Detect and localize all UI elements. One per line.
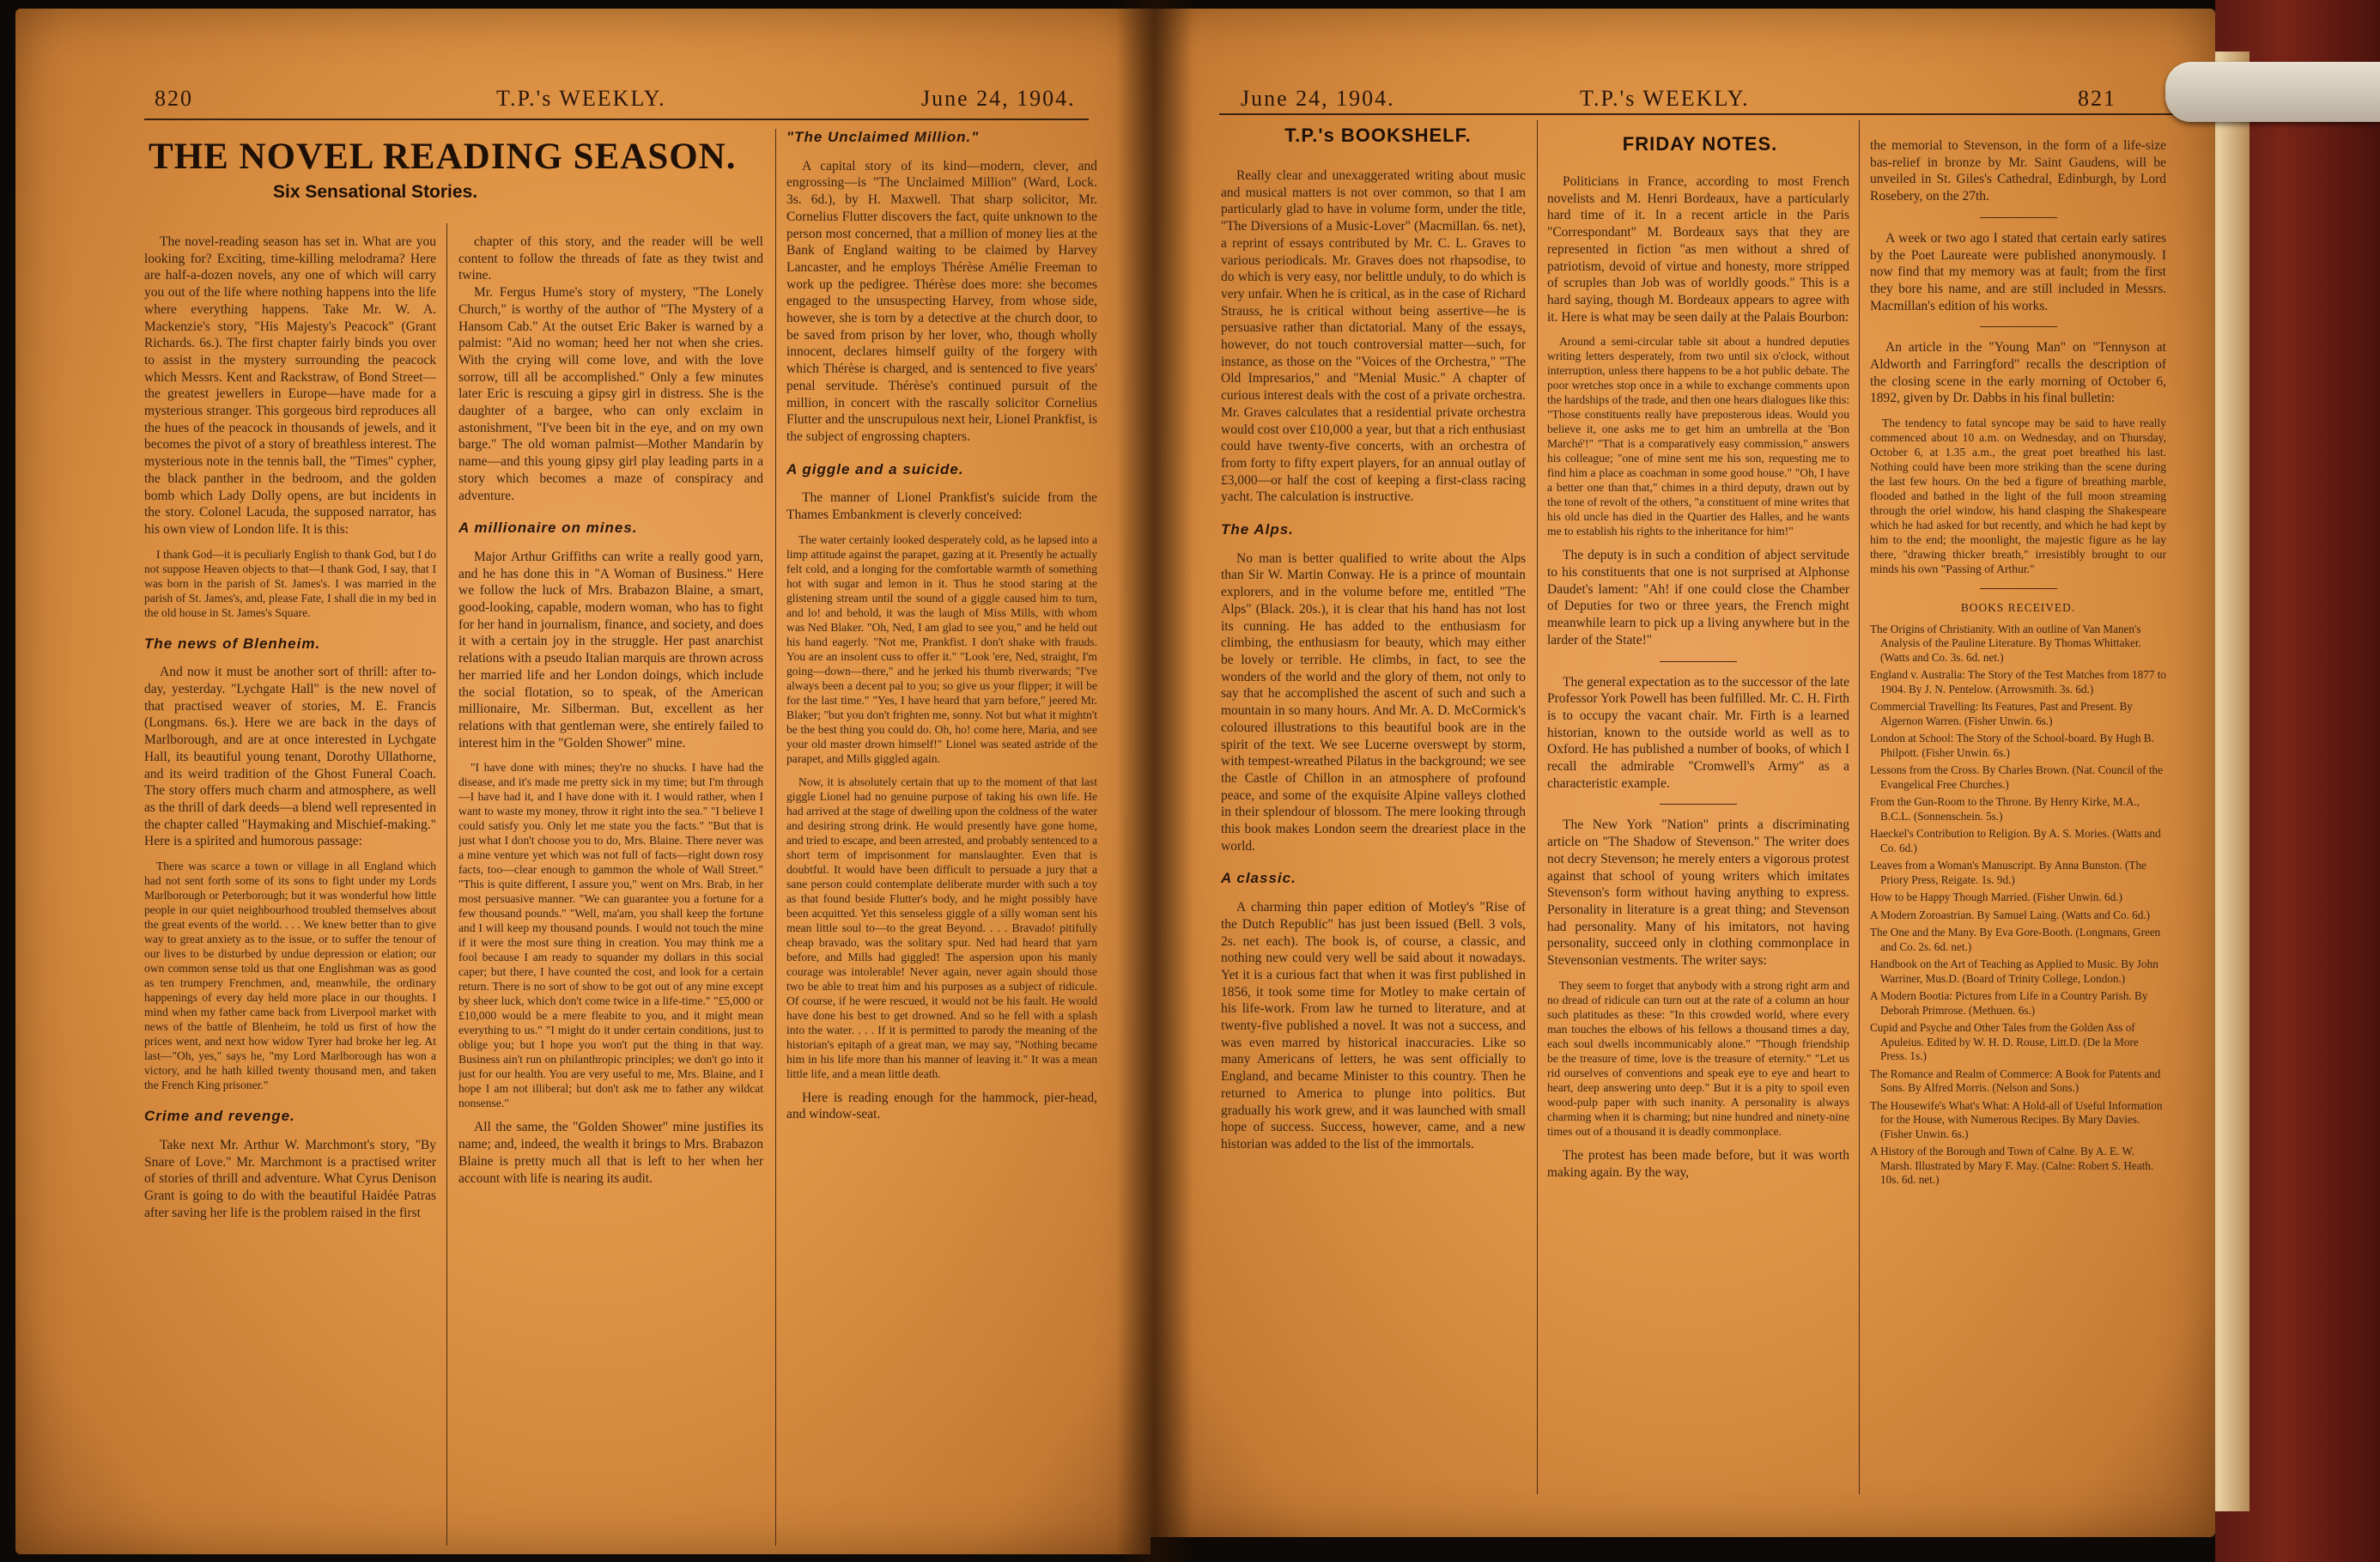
divider xyxy=(1980,326,2057,327)
paragraph: Take next Mr. Arthur W. Marchmont's story, "By Snare of Love." Mr. Marchmont is a practised writer of stories of thrill and adventure. What Cyrus Denison Grant is going to do with the beautiful Haidée Patras after saving her life is the problem raised in the first xyxy=(144,1137,436,1220)
right-page xyxy=(1151,9,2215,1537)
paragraph: Mr. Fergus Hume's story of mystery, "The Lonely Church," is worthy of the author of "The Mystery of a Hansom Cab." At the outset Eric Baker is warned by a palmist: "Aid no woman; heed her not when she cries. With the crying will come love, and with the love sorrow, till all be accomplished." Only a few minutes later Eric is rescuing a gipsy girl in distress. She is the daughter of a bargee, who can only exclaim in astonishment, "I've been bit in the eye, and on my own barge." The old woman palmist—Mother Mandarin by name—and this young gipsy girl play leading parts in a story which becomes a maze of conspiracy and adventure. xyxy=(458,285,763,503)
paragraph: A week or two ago I stated that certain early satires by the Poet Laureate were published anonymously. I now find that my memory was at fault; from the first they bore his name, and are still included in Messrs. Macmillan's edition of his works. xyxy=(1870,230,2166,313)
paragraph: the memorial to Stevenson, in the form of a life-size bas-relief in bronze by Mr. Saint Gaudens, will be unveiled in St. Giles's Cathedral, Edinburgh, by Lord Rosebery, on the 27th. xyxy=(1870,138,2166,204)
paragraph: A capital story of its kind—modern, clever, and engrossing—is "The Unclaimed Million" (Ward, Lock. 3s. 6d.), by H. Maxwell. That sharp solicitor, Mr. Cornelius Flutter discovers the fact, quite unknown to the person most concerned, that a million of money lies at the Bank of England waiting to be claimed by Harvey Lancaster, and he employs Thérèse Amélie Freeman to work up the pedigree. Thérèse does more: she becomes engaged to the unsuspecting Harvey, from whose side, however, she is torn by a detective at the church door, to be saved from prison by her lover, who, though wholly innocent, declares himself guilty of the forgery with which Thérèse is charged, and is sentenced to five years' penal servitude. Thérèse's continued pursuit of the million, in concert with the rascally solicitor Cornelius Flutter and the unscrupulous next heir, Lionel Prankfist, is the subject of engrossing chapters. xyxy=(786,158,1097,444)
masthead: T.P.'s WEEKLY. xyxy=(496,86,666,111)
section-heading: "The Unclaimed Million." xyxy=(786,129,980,145)
book-entry: Haeckel's Contribution to Religion. By A. S. Mories. (Watts and Co. 6d.) xyxy=(1870,827,2161,854)
masthead: T.P.'s WEEKLY. xyxy=(1580,86,1750,111)
books-received-heading: BOOKS RECEIVED. xyxy=(1960,601,2076,615)
quotation: Around a semi-circular table sit about a hundred deputies writing letters desperately, from two until six o'clock, without interruption, unless there happens to be a hot public debate. The poor wretches stop once in a while to exchange comments upon the hardships of the trade, and then one hears dialogues like this: "Those constituents really have preposterous ideas. Would you believe it, one asks me to get him an umbrella at the 'Bon Marché'!" "That is a comparatively easy commission," answers his colleague; "one of mine sent me his son, requesting me to find him a place as coachman in some good house." "Oh, I have a better one than that," chimes in a third deputy, drawn out by the tone of revolt of the others, "a constituent of mine writes that his old uncle has died in the Quartier des Halles, and he wants me to establish his rights to the inheritance for him!" xyxy=(1547,335,1849,538)
paragraph: No man is better qualified to write about the Alps than Sir W. Martin Conway. He is a prince of mountain explorers, and in the volume before me, entitled "The Alps" (Black. 20s.), it is clear that his hand has not lost its cunning. He has added to the enthusiasm for climbing, the enthusiasm for beauty, which may either be lovely or terrible. He climbs, in fact, to see the wonders of the world and the glory of them, not only to say that he accomplished the ascent of such and such a mountain in so many hours. And Mr. A. D. McCormick's coloured illustrations to this beautiful book are in the spirit of the text. We see Lucerne overswept by storm, with tempest-wreathed Pilatus in the background; we see the Castle of Chillon in an atmosphere of profound peace, and some of the exquisite Alpine valleys clothed in their splendour of blossom. The mere looking through this book makes London seem the dreariest place in the world. xyxy=(1221,550,1526,854)
paragraph: The novel-reading season has set in. What are you looking for? Exciting, time-killing melodrama? Here are half-a-dozen novels, any one of which will carry you out of the life where nothing happens into the life where everything happens. Take Mr. W. A. Mackenzie's story, "His Majesty's Peacock" (Grant Richards. 6s.). The first chapter fairly binds you over to assist in the mystery surrounding the peacock which Messrs. Kent and Rackstraw, of Bond Street—the greatest jewellers in Europe—have made for a mysterious stranger. This gorgeous bird reproduces all the hues of the peacock in thousands of jewels, and it becomes the pivot of a story of breathless interest. The mysterious note in the tennis ball, the "Times" cypher, the black panther in the bedroom, and the golden bomb which Lady Dolly opens, are but incidents in the story. Colonel Lacuda, the supposed narrator, has his own view of London life. It is this: xyxy=(144,234,436,537)
column-left-1 xyxy=(144,234,436,1547)
column-right-2 xyxy=(1547,173,1849,1509)
paragraph: The deputy is in such a condition of abject servitude to his constituents that one is not surprised at Alphonse Daudet's lament: "Ah! if one could close the Chamber of Deputies for two or three years, the French might meanwhile learn to pick up a living anywhere but in the larder of the State!" xyxy=(1547,548,1849,647)
page-number: 820 xyxy=(155,86,193,111)
paragraph: Major Arthur Griffiths can write a really good yarn, and he has done this in "A Woman of Business." Here we follow the luck of Mrs. Brabazon Blaine, a smart, good-looking, capable, modern woman, who has to fight for her hand in journalism, finance, and society, and does it with a certain joy in the struggle. Her past anarchist relations with a pseudo Italian marquis are thrown across her married life and her London doings, which include the social flotation, so to speak, of the American millionaire, Mr. Silberman. But, excellent as her relations with that gentleman were, she entirely failed to interest him in the "Golden Shower" mine. xyxy=(458,549,763,751)
column-rule xyxy=(446,223,447,1546)
book-entry: A Modern Zoroastrian. By Samuel Laing. (Watts and Co. 6d.) xyxy=(1870,908,2151,921)
issue-date: June 24, 1904. xyxy=(1241,86,1395,111)
book-entry: Cupid and Psyche and Other Tales from the Golden Ass of Apuleius. Edited by W. H. D. Rouse, Litt.D. (De la More Press. 1s.) xyxy=(1870,1021,2139,1063)
article-subheadline: Six Sensational Stories. xyxy=(273,182,478,202)
section-heading: A classic. xyxy=(1221,870,1296,887)
book-entry: The One and the Many. By Eva Gore-Booth. (Longmans, Green and Co. 2s. 6d. net.) xyxy=(1870,926,2161,953)
book-entry: The Origins of Christianity. With an outline of Van Manen's Analysis of the Pauline Literature. By Thomas Whittaker. (Watts and Co. 3s. 6d. net.) xyxy=(1870,622,2141,664)
page-number: 821 xyxy=(2078,86,2116,111)
column-rule xyxy=(1537,120,1538,1494)
paragraph: The manner of Lionel Prankfist's suicide from the Thames Embankment is cleverly conceived: xyxy=(786,490,1097,523)
bookshelf-title: T.P.'s BOOKSHELF. xyxy=(1284,125,1472,146)
section-heading: The news of Blenheim. xyxy=(144,635,321,652)
paragraph: All the same, the "Golden Shower" mine justifies its name; and, indeed, the wealth it brings to Mrs. Brabazon Blaine is pretty much all that is left to her when her account with life is nearing its audit. xyxy=(458,1120,763,1186)
book-entry: A History of the Borough and Town of Calne. By A. E. W. Marsh. Illustrated by Mary F. May. (Calne: Robert S. Heath. 10s. 6d. net.) xyxy=(1870,1145,2154,1187)
header-rule xyxy=(144,119,1089,120)
book-entry: London at School: The Story of the School-board. By Hugh B. Philpott. (Fisher Unwin. 6s.) xyxy=(1870,732,2154,759)
book-entry: Handbook on the Art of Teaching as Applied to Music. By John Warriner, Mus.D. (Board of Trinity College, London.) xyxy=(1870,957,2158,985)
bookmark-clip xyxy=(2165,62,2380,122)
paragraph: An article in the "Young Man" on "Tennyson at Aldworth and Farringford" recalls the description of the closing scene in the early morning of October 6, 1892, given by Dr. Dabbs in his final bulletin: xyxy=(1870,340,2166,406)
quotation: There was scarce a town or village in all England which had not sent forth some of its sons to fight under my Lords Marlborough or Peterborough; but it was wonderful how little people in our quiet neighbourhood troubled themselves about the great events of the world. . . . We knew better than to give way to great anxiety as to the issue, or to suffer the tenour of our lives to be disturbed by undue depression or elation; our own common sense told us that one Englishman was as good as ten trumpery Frenchmen, and, meanwhile, the ordinary happenings of every day held more place in our thoughts. I mind when my father came back from Liverpool market with news of the battle of Blenheim, he told us first of how the prices went, and next how widow Tyrer had broke her leg. At last—"Oh, yes," says he, "my Lord Marlborough has won a victory, and he hath killed twenty thousand men, and taken the French King prisoner." xyxy=(144,860,436,1092)
friday-notes-title: FRIDAY NOTES. xyxy=(1622,133,1778,155)
column-rule xyxy=(775,129,776,1546)
book-entry: The Housewife's What's What: A Hold-all of Useful Information for the House, with Numerous Recipes. By Mary Davies. (Fisher Unwin. 6s.) xyxy=(1870,1098,2163,1140)
book-entry: Leaves from a Woman's Manuscript. By Anna Bunston. (The Priory Press, Reigate. 1s. 9d.) xyxy=(1870,859,2146,886)
left-page xyxy=(15,9,1151,1554)
paragraph: The protest has been made before, but it was worth making again. By the way, xyxy=(1547,1147,1849,1180)
book-entry: England v. Australia: The Story of the Test Matches from 1877 to 1904. By J. N. Pentelow. (Arrowsmith. 3s. 6d.) xyxy=(1870,668,2166,696)
quotation: I thank God—it is peculiarly English to thank God, but I do not suppose Heaven objects to that—I thank God, I say, that I was born in the parish of St. James's. I was married in the parish of St. James's, and, please Fate, I shall die in my bed in the old house in St. James's Square. xyxy=(144,547,436,619)
paragraph: The general expectation as to the successor of the late Professor York Powell has been fulfilled. Mr. C. H. Firth is to occupy the vacant chair. Mr. Firth is a learned historian, known to the outside world as well as to Oxford. He has published a number of books, of which I recall the admirable "Cromwell's Army" as a characteristic example. xyxy=(1547,674,1849,791)
quotation: Now, it is absolutely certain that up to the moment of that last giggle Lionel had no genuine purpose of taking his own life. He had arrived at the stage of dwelling upon the coldness of the water and desiring strong drink. He would presently have gone home, and tried to escape, and been arrested, and probably sentenced to a short term of imprisonment for manslaughter. Even that is doubtful. It would have been difficult to persuade a jury that a sane person could contemplate deliberate murder with such a toy as that found beside Flutter's body, and he might possibly have been acquitted. Yet this senseless giggle of a silly woman sent his mean little soul to—to the great Beyond. . . . Bravado! pitifully cheap bravado, was the solitary spur. Ned had heard that yarn before, and Mills had giggled! The aspersion upon his manly courage was intolerable! Never again, never again should those two be able to treat him and his purposes as a subject of ridicule. Of course, if he were rescued, it would not be his fault. He would have done his best to get drowned. And so he fell with a splash into the water. . . . If it is permitted to parody the meaning of the historian's epitaph of a great man, we may say, "Nothing became him in his life more than his manner of leaving it." It was a mean little life, and a mean little death. xyxy=(786,775,1097,1080)
paragraph: chapter of this story, and the reader will be well content to follow the threads of fate as they twist and twine. xyxy=(458,234,763,283)
book-entry: From the Gun-Room to the Throne. By Henry Kirke, M.A., B.C.L. (Sonnenschein. 5s.) xyxy=(1870,795,2140,823)
article-headline: THE NOVEL READING SEASON. xyxy=(149,137,737,177)
divider xyxy=(1660,804,1737,805)
column-left-2 xyxy=(458,234,763,1547)
section-heading: A millionaire on mines. xyxy=(458,520,638,537)
paragraph: And now it must be another sort of thrill: after to-day, yesterday. "Lychgate Hall" is the new novel of that practised weaver of stories, M. E. Francis (Longmans. 6s.). Here we are back in the days of Marlborough, and are at once interested in Lychgate Hall, its beautiful young tenant, Dorothy Ullathorne, and its weird tradition of the Ghost Funeral Coach. The story offers much charm and atmosphere, as well as the thrill of dark deeds—a blend well represented in the chapter called "Haymaking and Mischief-making." Here is a spirited and humorous passage: xyxy=(144,665,436,849)
book-entry: A Modern Bootia: Pictures from Life in a Country Parish. By Deborah Primrose. (Methuen. 6s.) xyxy=(1870,989,2148,1017)
book-entry: Commercial Travelling: Its Features, Past and Present. By Algernon Warren. (Fisher Unwin. 6s.) xyxy=(1870,700,2133,727)
divider xyxy=(1660,661,1737,662)
section-heading: The Alps. xyxy=(1221,521,1294,538)
quotation: The tendency to fatal syncope may be said to have really commenced about 10 a.m. on Wednesday, and on Thursday, October 6, at 1.35 a.m., the great poet breathed his last. Nothing could have been more striking than the scene during the last few hours. On the bed a figure of breathing marble, flooded and bathed in the light of the full moon streaming through the oriel window, his hand clasping the Shakespeare which he had asked for but recently, and which he had kept by him to the end; the moonlight, the majestic figure as he lay there, "drawing thicker breath," irresistibly brought to our minds his own "Passing of Arthur." xyxy=(1870,416,2166,576)
divider xyxy=(1980,588,2057,589)
column-left-3 xyxy=(786,129,1097,1546)
paragraph: A charming thin paper edition of Motley's "Rise of the Dutch Republic" has just been issued (Bell. 3 vols, 2s. net each). The book is, of course, a classic, and nothing new could very well be said about it nowadays. Yet it is a curious fact that when it was first published in 1856, it took some time for Motley to make certain of his life-work. From law he turned to literature, and at twenty-five published a novel. It was not a success, and was even marred by historical inaccuracies. Like so many Americans of letters, he was sent officially to England, and became Minister to this country. Then he returned to America to plunge into politics. But gradually his work grew, and it was launched with small hope of success. Success, however, came, and a new historian was added to the list of the immortals. xyxy=(1221,900,1526,1152)
quotation: The water certainly looked desperately cold, as he lapsed into a limp attitude against the parapet, gazing at it. Presently he actually felt cold, and a longing for the comfortable warmth of something hot with sugar and lemon in it. Thus he stood staring at the glistening stream until the sound of a giggle caused him to turn, and lo! and behold, it was the laugh of Miss Mills, with whom was Ned Blaker. "Oh, Ned, I am glad to see you," and he held out his hand eagerly. "Not me, Prankfist. I don't shake with frauds. You are an insolent cuss to offer it." "Look 'ere, Ned, straight, I'm going—down—there," and he jerked his thumb riverwards; "I've always been a decent pal to you; so give us your flipper; it will be for the last time." "Yes, I have heard that yarn before," jeered Mr. Blaker; "but you don't frighten me, sonny. Not but what it mightn't be the best thing you could do. Oh, ho! come here, Maria, and see your old master drown himself!" Lionel was seated astride of the parapet, and Mills giggled again. xyxy=(786,532,1097,765)
books-received-list xyxy=(1870,623,2166,1188)
section-heading: A giggle and a suicide. xyxy=(786,460,964,477)
paragraph: Politicians in France, according to most French novelists and M. Henri Bordeaux, have a particularly hard time of it. In a recent article in the Paris "Correspondant" M. Bordeaux says that they are represented in fiction "as men without a shred of patriotism, devoid of virtue and honesty, more stripped of scruples than Job was of worldly goods." This is a hard saying, though M. Bordeaux appears to agree with it. Here is what may be seen daily at the Palais Bourbon: xyxy=(1547,174,1849,325)
section-heading: Crime and revenge. xyxy=(144,1108,295,1125)
divider xyxy=(1980,217,2057,218)
book-entry: How to be Happy Though Married. (Fisher Unwin. 6d.) xyxy=(1870,890,2122,904)
header-rule xyxy=(1219,113,2198,115)
column-rule xyxy=(1859,120,1860,1494)
book-entry: The Romance and Realm of Commerce: A Book for Patents and Sons. By Alfred Morris. (Nelson and Sons.) xyxy=(1870,1067,2161,1095)
paragraph: Here is reading enough for the hammock, pier-head, and window-seat. xyxy=(786,1090,1097,1122)
quotation: "I have done with mines; they're no shucks. I have had the disease, and it's made me pretty sick in my time; but I'm through—I have had it, and I have done with it. I would rather, when I want to waste my money, throw it right into the sea." "I believe I could satisfy you. Only let me state you the facts." "But that is just what I don't choose you to do, Mrs. Blaine. There never was a mine venture yet which was not full of facts—right down rosy facts, too—clear enough to gammon the whole of Wall Street." "This is quite different, I assure you," went on Mrs. Brab, in her most persuasive manner. "We can guarantee you a fortune for a few thousand pounds." "Well, ma'am, you shall keep the fortune and I will keep my thousand pounds. I would not touch the mine if it were the most sure thing in creation. You may think me a fool because I am ready to squander my dollars in this social caper; but there, I have counted the cost, and look for a certain return. There is no sort of show to be got out of any mine except by sheer luck, which don't come twice in a life-time." "£5,000 or £10,000 would be a mere fleabite to you, and it might mean everything to us." "I might do it under certain conditions, just to oblige you; but I hope you won't put the thing in that way. Business ain't run on philanthropic principles; we don't go into it just for our health. You are very useful to me, Mrs. Blaine, and I hope I am not illiberal; but don't ask me to father any wildcat nonsense." xyxy=(458,761,763,1110)
paragraph: The New York "Nation" prints a discriminating article on "The Shadow of Stevenson." The writer does not decry Stevenson; he merely enters a vigorous protest against that school of young writers which imitates Stevenson's form without having anything to express. Personality in literature is a great thing; and Stevenson had personality. Many of his imitators, not having personality, succeed only in clothing commonplace in Stevensonian vestments. The writer says: xyxy=(1547,817,1849,969)
column-right-1 xyxy=(1221,167,1526,1507)
issue-date: June 24, 1904. xyxy=(921,86,1076,111)
quotation: They seem to forget that anybody with a strong right arm and no dread of ridicule can turn out at the rate of a column an hour such platitudes as these: "In this crowded world, where every man touches the elbows of his fellows a thousand times a day, each soul dwells incommunicably alone." "Though friendship be the treasure of time, love is the treasure of eternity." "Let us rid ourselves of conventions and speak eye to eye and heart to heart, deep answering unto deep." But it is a pity to spoil even wood-pulp paper with such inanity. A personality is always charming when it is charming; but nine hundred and ninety-nine times out of a thousand it is deadly commonplace. xyxy=(1547,978,1849,1138)
paragraph: Really clear and unexaggerated writing about music and musical matters is not over common, so that I am particularly glad to have in volume form, under the title, "The Diversions of a Music-Lover" (Macmillan. 6s. net), a reprint of essays contributed by Mr. C. L. Graves to various periodicals. Mr. Graves does not rhapsodise, to do which is very easy, nor belittle unduly, to do which is very unfair. When he is critical, as in the case of Richard Strauss, he is critical without being assertive—he is persuasive rather than dictatorial. Many of the essays, however, do not touch controversial matter—such, for instance, as those on the "Voices of the Orchestra," "The Old Impresarios," and "Menial Music." A chapter of curious interest deals with the cost of a private orchestra. Mr. Graves calculates that a residential private orchestra would cost over £10,000 a year, but that a rich enthusiast could have twenty-five concerts, with an orchestra of from forty to fifty expert players, for an annual outlay of £3,000—or half the cost of keeping a first-class racing yacht. The calculation is instructive. xyxy=(1221,168,1526,505)
column-right-3 xyxy=(1870,137,2166,1511)
book-entry: Lessons from the Cross. By Charles Brown. (Nat. Council of the Evangelical Free Churches.) xyxy=(1870,763,2164,791)
